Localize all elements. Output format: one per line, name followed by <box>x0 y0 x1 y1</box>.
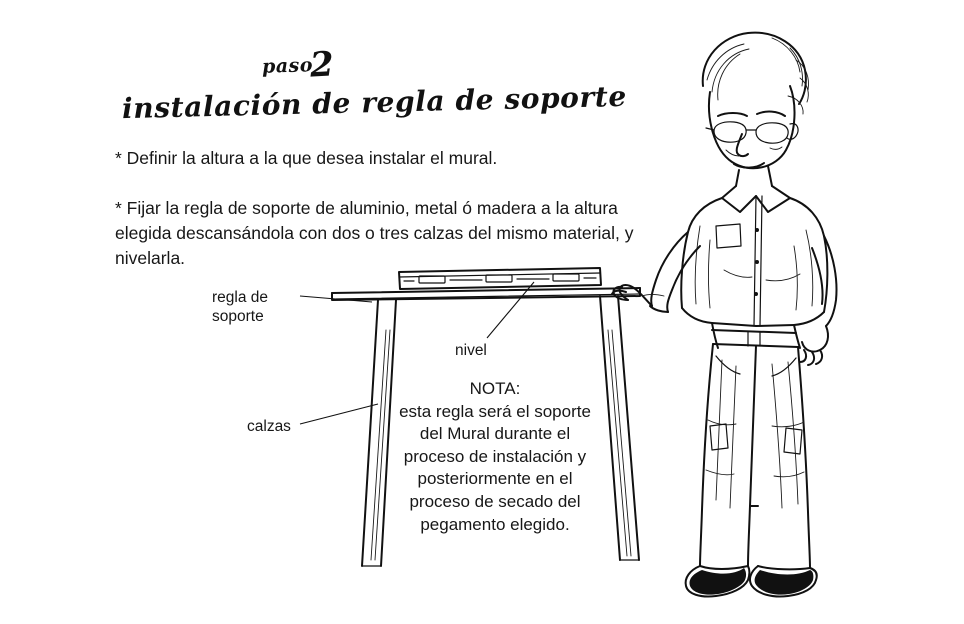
support-rail <box>332 288 640 300</box>
page-title: instalación de regla de soporte <box>121 79 628 126</box>
note-body: esta regla será el soporte del Mural durante el proceso de instalación y posteriormente en el proceso de secado del pegamento elegido. <box>399 401 591 534</box>
label-regla-line1: regla de <box>212 289 269 306</box>
step-number: 2 <box>308 44 335 86</box>
standing-man-figure <box>612 33 837 597</box>
note-block <box>395 378 595 536</box>
label-nivel: nivel <box>455 342 487 359</box>
instruction-line-2: * Fijar la regla de soporte de aluminio, metal ó madera a la altura elegida descansándola con dos o tres calzas del mismo material, y nivelarla. <box>115 198 634 268</box>
spirit-level <box>399 268 601 289</box>
step-word: paso <box>261 54 314 78</box>
label-calzas: calzas <box>247 418 291 435</box>
label-regla-line2: soporte <box>212 308 264 326</box>
instruction-line-1: * Definir la altura a la que desea instalar el mural. <box>115 148 498 168</box>
note-heading: NOTA: <box>469 379 521 398</box>
label-regla-de-soporte <box>212 288 304 327</box>
